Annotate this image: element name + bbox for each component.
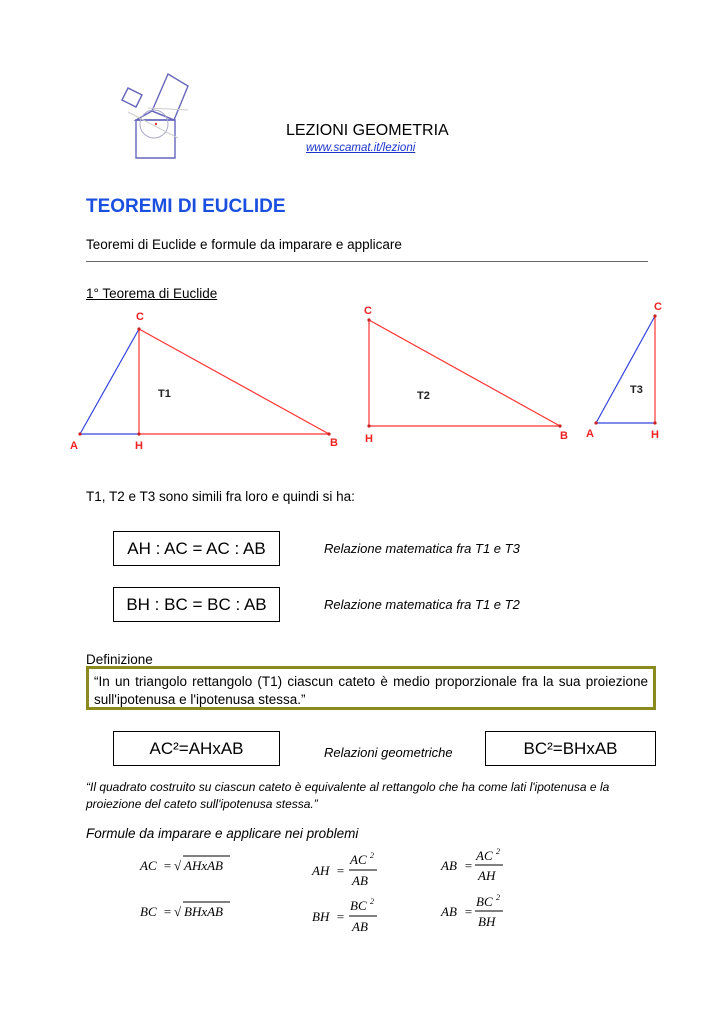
formula-4-denominator: AB — [352, 919, 368, 934]
proportion-note-1: Relazione matematica fra T1 e T3 — [324, 541, 520, 556]
proportion-box-1: AH : AC = AC : AB — [113, 531, 280, 566]
label-c-t2: C — [364, 305, 372, 317]
relations-label: Relazioni geometriche — [324, 745, 453, 760]
header-url-link[interactable]: www.scamat.it/lezioni — [306, 142, 416, 154]
pythagoras-logo — [118, 68, 206, 164]
formula-6-lhs: AB — [441, 904, 457, 919]
formula-3-lhs: AH — [312, 863, 330, 878]
triangle-t2 — [367, 318, 561, 427]
header-title: LEZIONI GEOMETRIA — [286, 122, 449, 139]
page-title: TEOREMI DI EUCLIDE — [86, 196, 286, 217]
formula-2-lhs: BC — [140, 904, 157, 919]
formulas-block — [130, 845, 530, 935]
formula-5-lhs: AB — [441, 858, 457, 873]
formula-1-lhs: AC — [140, 858, 157, 873]
formula-2-equals: = — [163, 904, 172, 919]
definition-box: “In un triangolo rettangolo (T1) ciascun cateto è medio proporzionale fra la sua proiezione sull'ipotenusa e l'ipotenusa stessa.” — [86, 666, 656, 710]
formula-2-rhs: BHxAB — [184, 904, 223, 919]
triangle-t3 — [594, 314, 656, 424]
formula-1-equals: = — [163, 858, 172, 873]
label-h-t3: H — [651, 429, 659, 441]
divider — [86, 261, 648, 262]
section-title-first-theorem: 1° Teorema di Euclide — [86, 286, 218, 301]
relation-box-left: AC²=AHxAB — [113, 731, 280, 766]
formula-5-exponent: 2 — [496, 847, 500, 856]
label-c-t3: C — [654, 301, 662, 313]
label-b-t1: B — [330, 437, 338, 449]
formula-5-equals: = — [464, 858, 473, 873]
formula-3-equals: = — [336, 863, 345, 878]
formula-6-equals: = — [464, 904, 473, 919]
square-theorem-quote: “Il quadrato costruito su ciascun cateto è equivalente al rettangolo che ha come lati l'ipotenusa e la proiezione del cateto sull'ipotenusa stessa.” — [86, 780, 610, 811]
formula-1-rhs: AHxAB — [184, 858, 223, 873]
formula-4-exponent: 2 — [370, 897, 374, 906]
formula-5-numerator: AC — [476, 848, 493, 863]
label-c-t1: C — [136, 311, 144, 323]
definition-label: Definizione — [86, 652, 153, 667]
triangle-t1 — [78, 327, 330, 435]
formula-4-lhs: BH — [312, 909, 330, 924]
formula-3-exponent: 2 — [370, 851, 374, 860]
formula-2-sqrt-icon: √ — [174, 904, 182, 919]
proportion-note-2: Relazione matematica fra T1 e T2 — [324, 597, 520, 612]
triangles-figure — [66, 296, 676, 458]
label-a-t3: A — [586, 428, 594, 440]
formula-6-exponent: 2 — [496, 893, 500, 902]
proportion-box-2: BH : BC = BC : AB — [113, 587, 280, 622]
label-a-t1: A — [70, 440, 78, 452]
label-t1: T1 — [158, 388, 171, 400]
formula-5-denominator: AH — [478, 868, 496, 883]
formula-4-numerator: BC — [350, 898, 367, 913]
similarity-text: T1, T2 e T3 sono simili fra loro e quindi si ha: — [86, 489, 355, 504]
formula-1-sqrt-icon: √ — [174, 858, 182, 873]
relation-box-right: BC²=BHxAB — [485, 731, 656, 766]
formula-3-denominator: AB — [352, 873, 368, 888]
formula-6-denominator: BH — [478, 914, 496, 929]
label-h-t2: H — [365, 433, 373, 445]
label-t2: T2 — [417, 390, 430, 402]
label-t3: T3 — [630, 384, 643, 396]
formula-4-equals: = — [336, 909, 345, 924]
formula-3-numerator: AC — [350, 852, 367, 867]
formulas-heading: Formule da imparare e applicare nei problemi — [86, 826, 359, 841]
label-b-t2: B — [560, 430, 568, 442]
label-h-t1: H — [135, 440, 143, 452]
formula-6-numerator: BC — [476, 894, 493, 909]
page-subtitle: Teoremi di Euclide e formule da imparare e applicare — [86, 237, 402, 252]
